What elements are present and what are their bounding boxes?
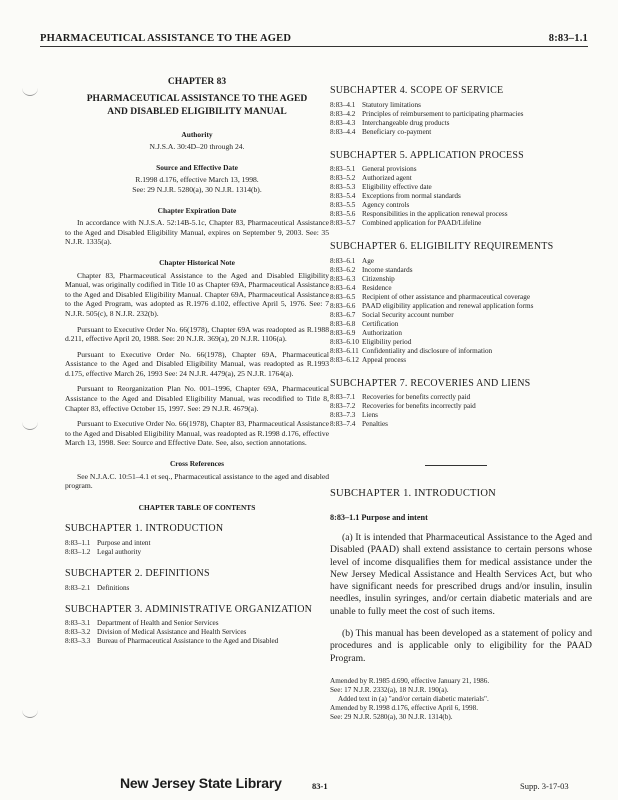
chapter-title-line-1: PHARMACEUTICAL ASSISTANCE TO THE AGED	[86, 93, 308, 104]
toc-entry: 8:83–5.3 Eligibility effective date	[330, 183, 432, 192]
history-paragraph: Pursuant to Reorganization Plan No. 001–1996, Chapter 69A, Pharmaceutical Assistance to the Aged and Disabled Eligibility Manual, was recodified to Title 8, Chapter 83, effective October 15, 1997. See: 29 N.J.R. 4679(a).	[65, 384, 329, 413]
toc-entry: 8:83–6.10 Eligibility period	[330, 337, 412, 346]
toc-entry: 8:83–6.1 Age	[330, 256, 374, 265]
cross-references-text: See N.J.A.C. 10:51–4.1 et seq., Pharmaceutical assistance to the aged and disabled program.	[65, 471, 329, 491]
introduction-heading: SUBCHAPTER 1. INTRODUCTION	[330, 488, 496, 499]
toc-subchapter-title: SUBCHAPTER 3. ADMINISTRATIVE ORGANIZATION	[65, 603, 313, 615]
source-line-2: See: 29 N.J.R. 5280(a), 30 N.J.R. 1314(b).	[132, 184, 262, 194]
margin-mark	[22, 708, 38, 718]
toc-entry: 8:83–6.8 Certification	[330, 319, 399, 328]
source-heading: Source and Effective Date	[156, 162, 238, 172]
left-column	[65, 78, 329, 646]
toc-subchapter-title: SUBCHAPTER 7. RECOVERIES AND LIENS	[330, 377, 531, 389]
toc-entry: 8:83–4.2 Principles of reimbursement to participating pharmacies	[330, 109, 524, 118]
amendment-note: Amended by R.1998 d.176, effective April 6, 1998.	[330, 703, 478, 712]
toc-entry: 8:83–7.4 Penalties	[330, 420, 388, 429]
toc-subchapter-title: SUBCHAPTER 6. ELIGIBILITY REQUIREMENTS	[330, 241, 554, 253]
source-line-1: R.1998 d.176, effective March 13, 1998.	[135, 175, 259, 185]
history-paragraph: Pursuant to Executive Order No. 66(1978), Chapter 83, Pharmaceutical Assistance to the Aged and Disabled Eligibility Manual, was readopted as R.1998 d.176, effective March 13, 1998. See: Source and Effective Date. See, also, section annotations.	[65, 419, 329, 448]
toc-subchapter-title: SUBCHAPTER 1. INTRODUCTION	[65, 523, 224, 535]
toc-entry: 8:83–5.6 Responsibilities in the application renewal process	[330, 210, 508, 219]
amendment-note: See: 17 N.J.R. 2332(a), 18 N.J.R. 190(a).	[330, 685, 449, 694]
toc-entry: 8:83–6.2 Income standards	[330, 265, 413, 274]
subchapter-1-text	[330, 488, 592, 722]
library-stamp: New Jersey State Library	[120, 775, 282, 791]
amendment-note: Amended by R.1985 d.690, effective January 21, 1986.	[330, 676, 490, 685]
toc-entry: 8:83–5.5 Agency controls	[330, 201, 410, 210]
header-title: PHARMACEUTICAL ASSISTANCE TO THE AGED	[40, 33, 292, 44]
toc-entry: 8:83–4.3 Interchangeable drug products	[330, 118, 450, 127]
toc-entry: 8:83–6.4 Residence	[330, 283, 392, 292]
toc-entry: 8:83–6.7 Social Security account number	[330, 310, 454, 319]
expiration-text: In accordance with N.J.S.A. 52:14B-5.1c, Chapter 83, Pharmaceutical Assistance to the Aged and Disabled Eligibility Manual, expires on September 9, 2003. See: 35 N.J.R. 1335(a).	[65, 218, 329, 247]
authority-text: N.J.S.A. 30:4D–20 through 24.	[149, 142, 245, 152]
margin-mark	[22, 86, 38, 96]
margin-mark	[22, 420, 38, 430]
toc-entry: 8:83–7.2 Recoveries for benefits incorrectly paid	[330, 402, 476, 411]
history-paragraph: Pursuant to Executive Order No. 66(1978), Chapter 69A was readopted as R.1988 d.211, effective April 20, 1988. See: 20 N.J.R. 369(a), 20 N.J.R. 1106(a).	[65, 324, 329, 344]
toc-entry: 8:83–7.1 Recoveries for benefits correctly paid	[330, 393, 471, 402]
chapter-title-line-2: AND DISABLED ELIGIBILITY MANUAL	[107, 106, 287, 117]
toc-entry: 8:83–1.1 Purpose and intent	[65, 539, 151, 547]
toc-entry: 8:83–2.1 Definitions	[65, 583, 130, 592]
toc-entry: 8:83–6.9 Authorization	[330, 328, 402, 337]
amendment-note: Added text in (a) "and/or certain diabetic materials".	[338, 694, 489, 703]
toc-subchapter-title: SUBCHAPTER 2. DEFINITIONS	[65, 568, 210, 579]
section-heading: 8:83–1.1 Purpose and intent	[330, 513, 428, 522]
purpose-paragraph-b: (b) This manual has been developed as a statement of policy and procedures and is applicable only to eligibility for the PAAD Program.	[330, 628, 592, 664]
purpose-paragraph-a: (a) It is intended that Pharmaceutical Assistance to the Aged and Disabled (PAAD) shall extend assistance to certain persons whose level of income disqualifies them for medical assistance under the New Jersey Medical Assistance and Health Services Act, but who have significant needs for prescribed drugs and/or insulin, insulin needles, insulin syringes, and/or certain diabetic materials and are unable to fully meet the cost of such items.	[330, 532, 592, 617]
supplement-date: Supp. 3-17-03	[520, 781, 569, 791]
page-number: 83-1	[312, 781, 328, 791]
header-rule	[40, 46, 588, 47]
expiration-heading: Chapter Expiration Date	[157, 205, 237, 215]
toc-entry: 8:83–5.2 Authorized agent	[330, 174, 412, 183]
history-paragraph: Pursuant to Executive Order No. 66(1978), Chapter 69A, Pharmaceutical Assistance to the Aged and Disabled Eligibility Manual, was readopted as R.1993 d.175, effective March 26, 1993 See: 24 N.J.R. 4479(a), 25 N.J.R. 1764(a).	[65, 349, 329, 378]
history-heading: Chapter Historical Note	[159, 257, 235, 267]
toc-entry: 8:83–6.3 Citizenship	[330, 274, 395, 283]
toc-entry: 8:83–5.7 Combined application for PAAD/Lifeline	[330, 219, 482, 228]
toc-heading: CHAPTER TABLE OF CONTENTS	[138, 502, 256, 512]
chapter-number: CHAPTER 83	[167, 77, 227, 87]
amendment-note: See: 29 N.J.R. 5280(a), 30 N.J.R. 1314(b).	[330, 712, 453, 721]
toc-entry: 8:83–3.1 Department of Health and Senior Services	[65, 619, 219, 628]
right-column	[330, 86, 592, 429]
toc-subchapter-title: SUBCHAPTER 5. APPLICATION PROCESS	[330, 149, 524, 161]
toc-entry: 8:83–6.5 Recipient of other assistance and pharmaceutical coverage	[330, 292, 531, 301]
toc-entry: 8:83–5.1 General provisions	[330, 165, 417, 174]
toc-entry: 8:83–4.4 Beneficiary co-payment	[330, 127, 432, 136]
toc-entry: 8:83–7.3 Liens	[330, 411, 378, 420]
header-code: 8:83–1.1	[548, 33, 588, 44]
toc-subchapter-title: SUBCHAPTER 4. SCOPE OF SERVICE	[330, 85, 504, 96]
chapter-title	[65, 93, 329, 119]
authority-heading: Authority	[181, 129, 213, 139]
toc-entry: 8:83–5.4 Exceptions from normal standards	[330, 192, 461, 201]
toc-entry: 8:83–1.2 Legal authority	[65, 548, 142, 556]
cross-references-heading: Cross References	[169, 459, 225, 469]
toc-entry: 8:83–6.12 Appeal process	[330, 355, 407, 364]
toc-entry: 8:83–6.11 Confidentiality and disclosure of information	[330, 346, 493, 355]
section-divider	[425, 465, 487, 466]
toc-entry: 8:83–6.6 PAAD eligibility application and renewal application forms	[330, 301, 534, 310]
toc-entry: 8:83–3.3 Bureau of Pharmaceutical Assistance to the Aged and Disabled	[65, 637, 279, 646]
toc-entry: 8:83–3.2 Division of Medical Assistance and Health Services	[65, 628, 247, 637]
toc-entry: 8:83–4.1 Statutory limitations	[330, 100, 421, 109]
history-paragraph: Chapter 83, Pharmaceutical Assistance to the Aged and Disabled Eligibility Manual, was originally codified in Title 10 as Chapter 69A, Pharmaceutical Assistance to the Aged and Disabled Eligibility Manual. Chapter 69A, Pharmaceutical Assistance to the Aged Program, was adopted as R.1976 d.102, effective April 5, 1976. See: 7 N.J.R. 505(c), 8 N.J.R. 232(b).	[65, 270, 329, 318]
